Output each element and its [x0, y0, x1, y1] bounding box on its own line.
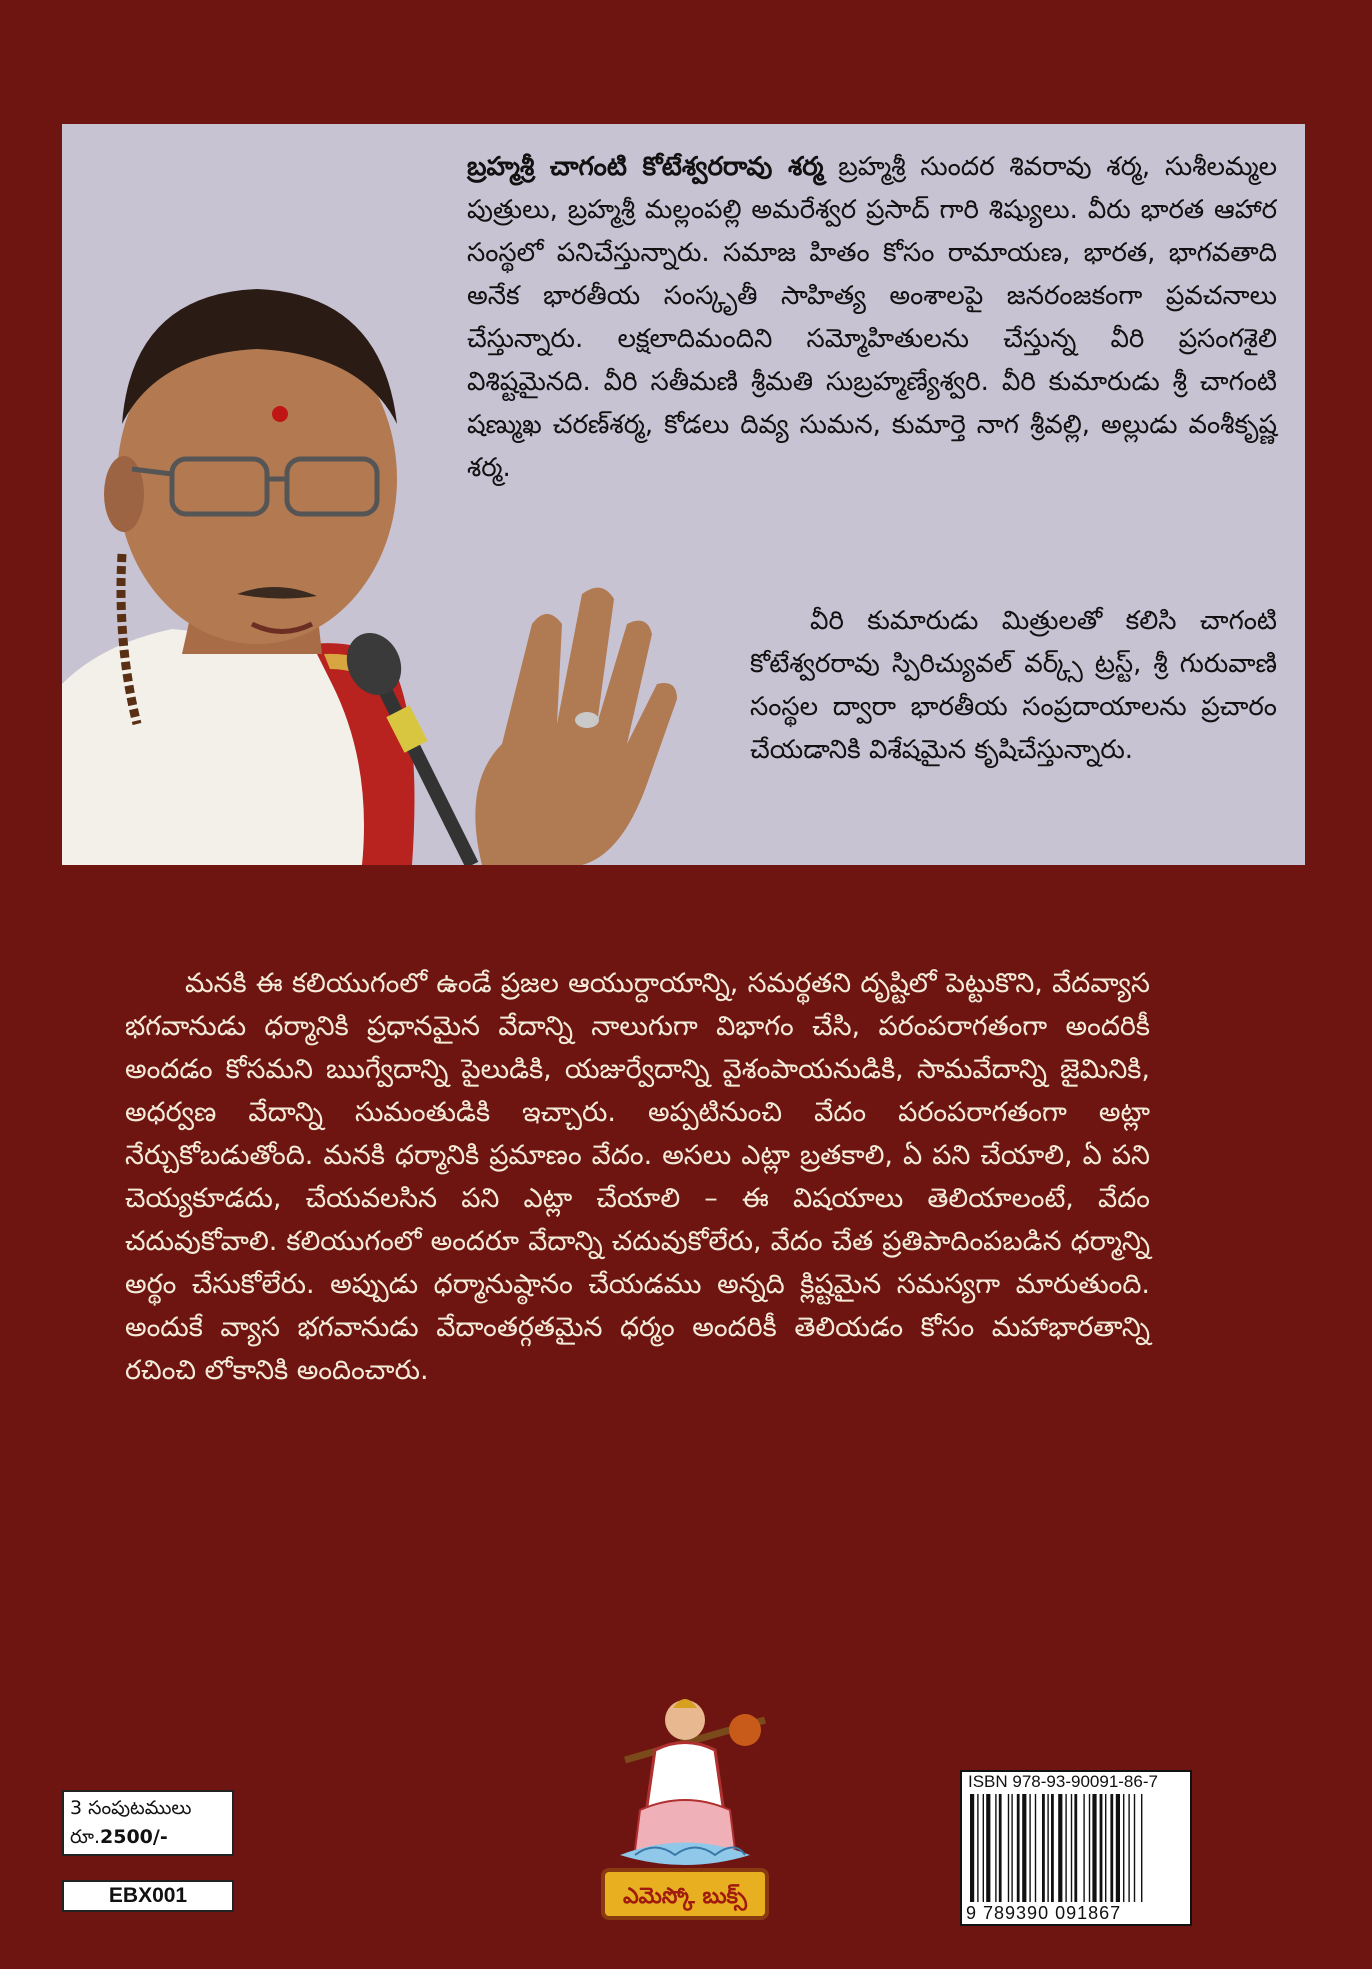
price-box: [62, 1790, 234, 1856]
isbn-barcode: [960, 1770, 1192, 1926]
author-panel: [62, 124, 1305, 865]
isbn-label: ISBN 978-93-90091-86-7: [968, 1772, 1158, 1791]
author-name: బ్రహ్మశ్రీ చాగంటి కోటేశ్వరరావు శర్మ: [467, 152, 824, 182]
price-line: [70, 1823, 226, 1852]
price-prefix: రూ.: [70, 1826, 100, 1848]
isbn-digits: 9 789390 091867: [966, 1903, 1122, 1923]
bio-paragraph-2: వీరి కుమారుడు మిత్రులతో కలిసి చాగంటి కోటేశ్వరరావు స్పిరిచ్యువల్ వర్క్స్ ట్రస్ట్, శ్రీ గురువాణి సంస్థల ద్వారా భారతీయ సంప్రదాయాలను ప్రచారం చేయడానికి విశేషమైన కృషిచేస్తున్నారు.: [750, 606, 1277, 765]
publisher-name: ఎమెస్కో బుక్స్: [623, 1884, 747, 1909]
bio-paragraph-1: బ్రహ్మశ్రీ సుందర శివరావు శర్మ, సుశీలమ్మల పుత్రులు, బ్రహ్మశ్రీ మల్లంపల్లి అమరేశ్వర ప్రసాద్ గారి శిష్యులు. వీరు భారత ఆహార సంస్థలో పనిచేస్తున్నారు. సమాజ హితం కోసం రామాయణ, భారత, భాగవతాది అనేక భారతీయ సంస్కృతీ సాహిత్య అంశాలపై జనరంజకంగా ప్రవచనాలు చేస్తున్నారు. లక్షలాదిమందిని సమ్మోహితులను చేస్తున్న వీరి ప్రసంగశైలి విశిష్టమైనది. వీరి సతీమణి శ్రీమతి సుబ్రహ్మణ్యేశ్వరి. వీరి కుమారుడు శ్రీ చాగంటి షణ్ముఖ చరణ్‌శర్మ, కోడలు దివ్య సుమన, కుమార్తె నాగ శ్రీవల్లి, అల్లుడు వంశీకృష్ణ శర్మ.: [467, 152, 1277, 483]
saraswati-veena-icon: [585, 1690, 785, 1922]
author-bio: [467, 146, 1277, 490]
barcode-bars: [968, 1794, 1186, 1902]
product-code: EBX001: [62, 1880, 234, 1912]
volumes-label: 3 సంపుటములు: [70, 1797, 192, 1819]
back-cover-text: మనకి ఈ కలియుగంలో ఉండే ప్రజల ఆయుర్దాయాన్ని, సమర్థతని దృష్టిలో పెట్టుకొని, వేదవ్యాస భగవానుడు ధర్మానికి ప్రధానమైన వేదాన్ని నాలుగుగా విభాగం చేసి, పరంపరాగతంగా అందరికీ అందడం కోసమని ఋగ్వేదాన్ని పైలుడికి, యజుర్వేదాన్ని వైశంపాయనుడికి, సామవేదాన్ని జైమినికి, అధర్వణ వేదాన్ని సుమంతుడికి ఇచ్చారు. అప్పటినుంచి వేదం పరంపరాగతంగా అట్లా నేర్చుకోబడుతోంది. మనకి ధర్మానికి ప్రమాణం వేదం. అసలు ఎట్లా బ్రతకాలి, ఏ పని చేయాలి, ఏ పని చెయ్యకూడదు, చేయవలసిన పని ఎట్లా చేయాలి – ఈ విషయాలు తెలియాలంటే, వేదం చదువుకోవాలి. కలియుగంలో అందరూ వేదాన్ని చదువుకోలేరు, వేదం చేత ప్రతిపాదింపబడిన ధర్మాన్ని అర్థం చేసుకోలేరు. అప్పుడు ధర్మానుష్ఠానం చేయడము అన్నది క్లిష్టమైన సమస్యగా మారుతుంది. అందుకే వ్యాస భగవానుడు వేదాంతర్గతమైన ధర్మం అందరికీ తెలియడం కోసం మహాభారతాన్ని రచించి లోకానికి అందించారు.: [125, 968, 1150, 1386]
price-amount: 2500/-: [100, 1826, 168, 1848]
